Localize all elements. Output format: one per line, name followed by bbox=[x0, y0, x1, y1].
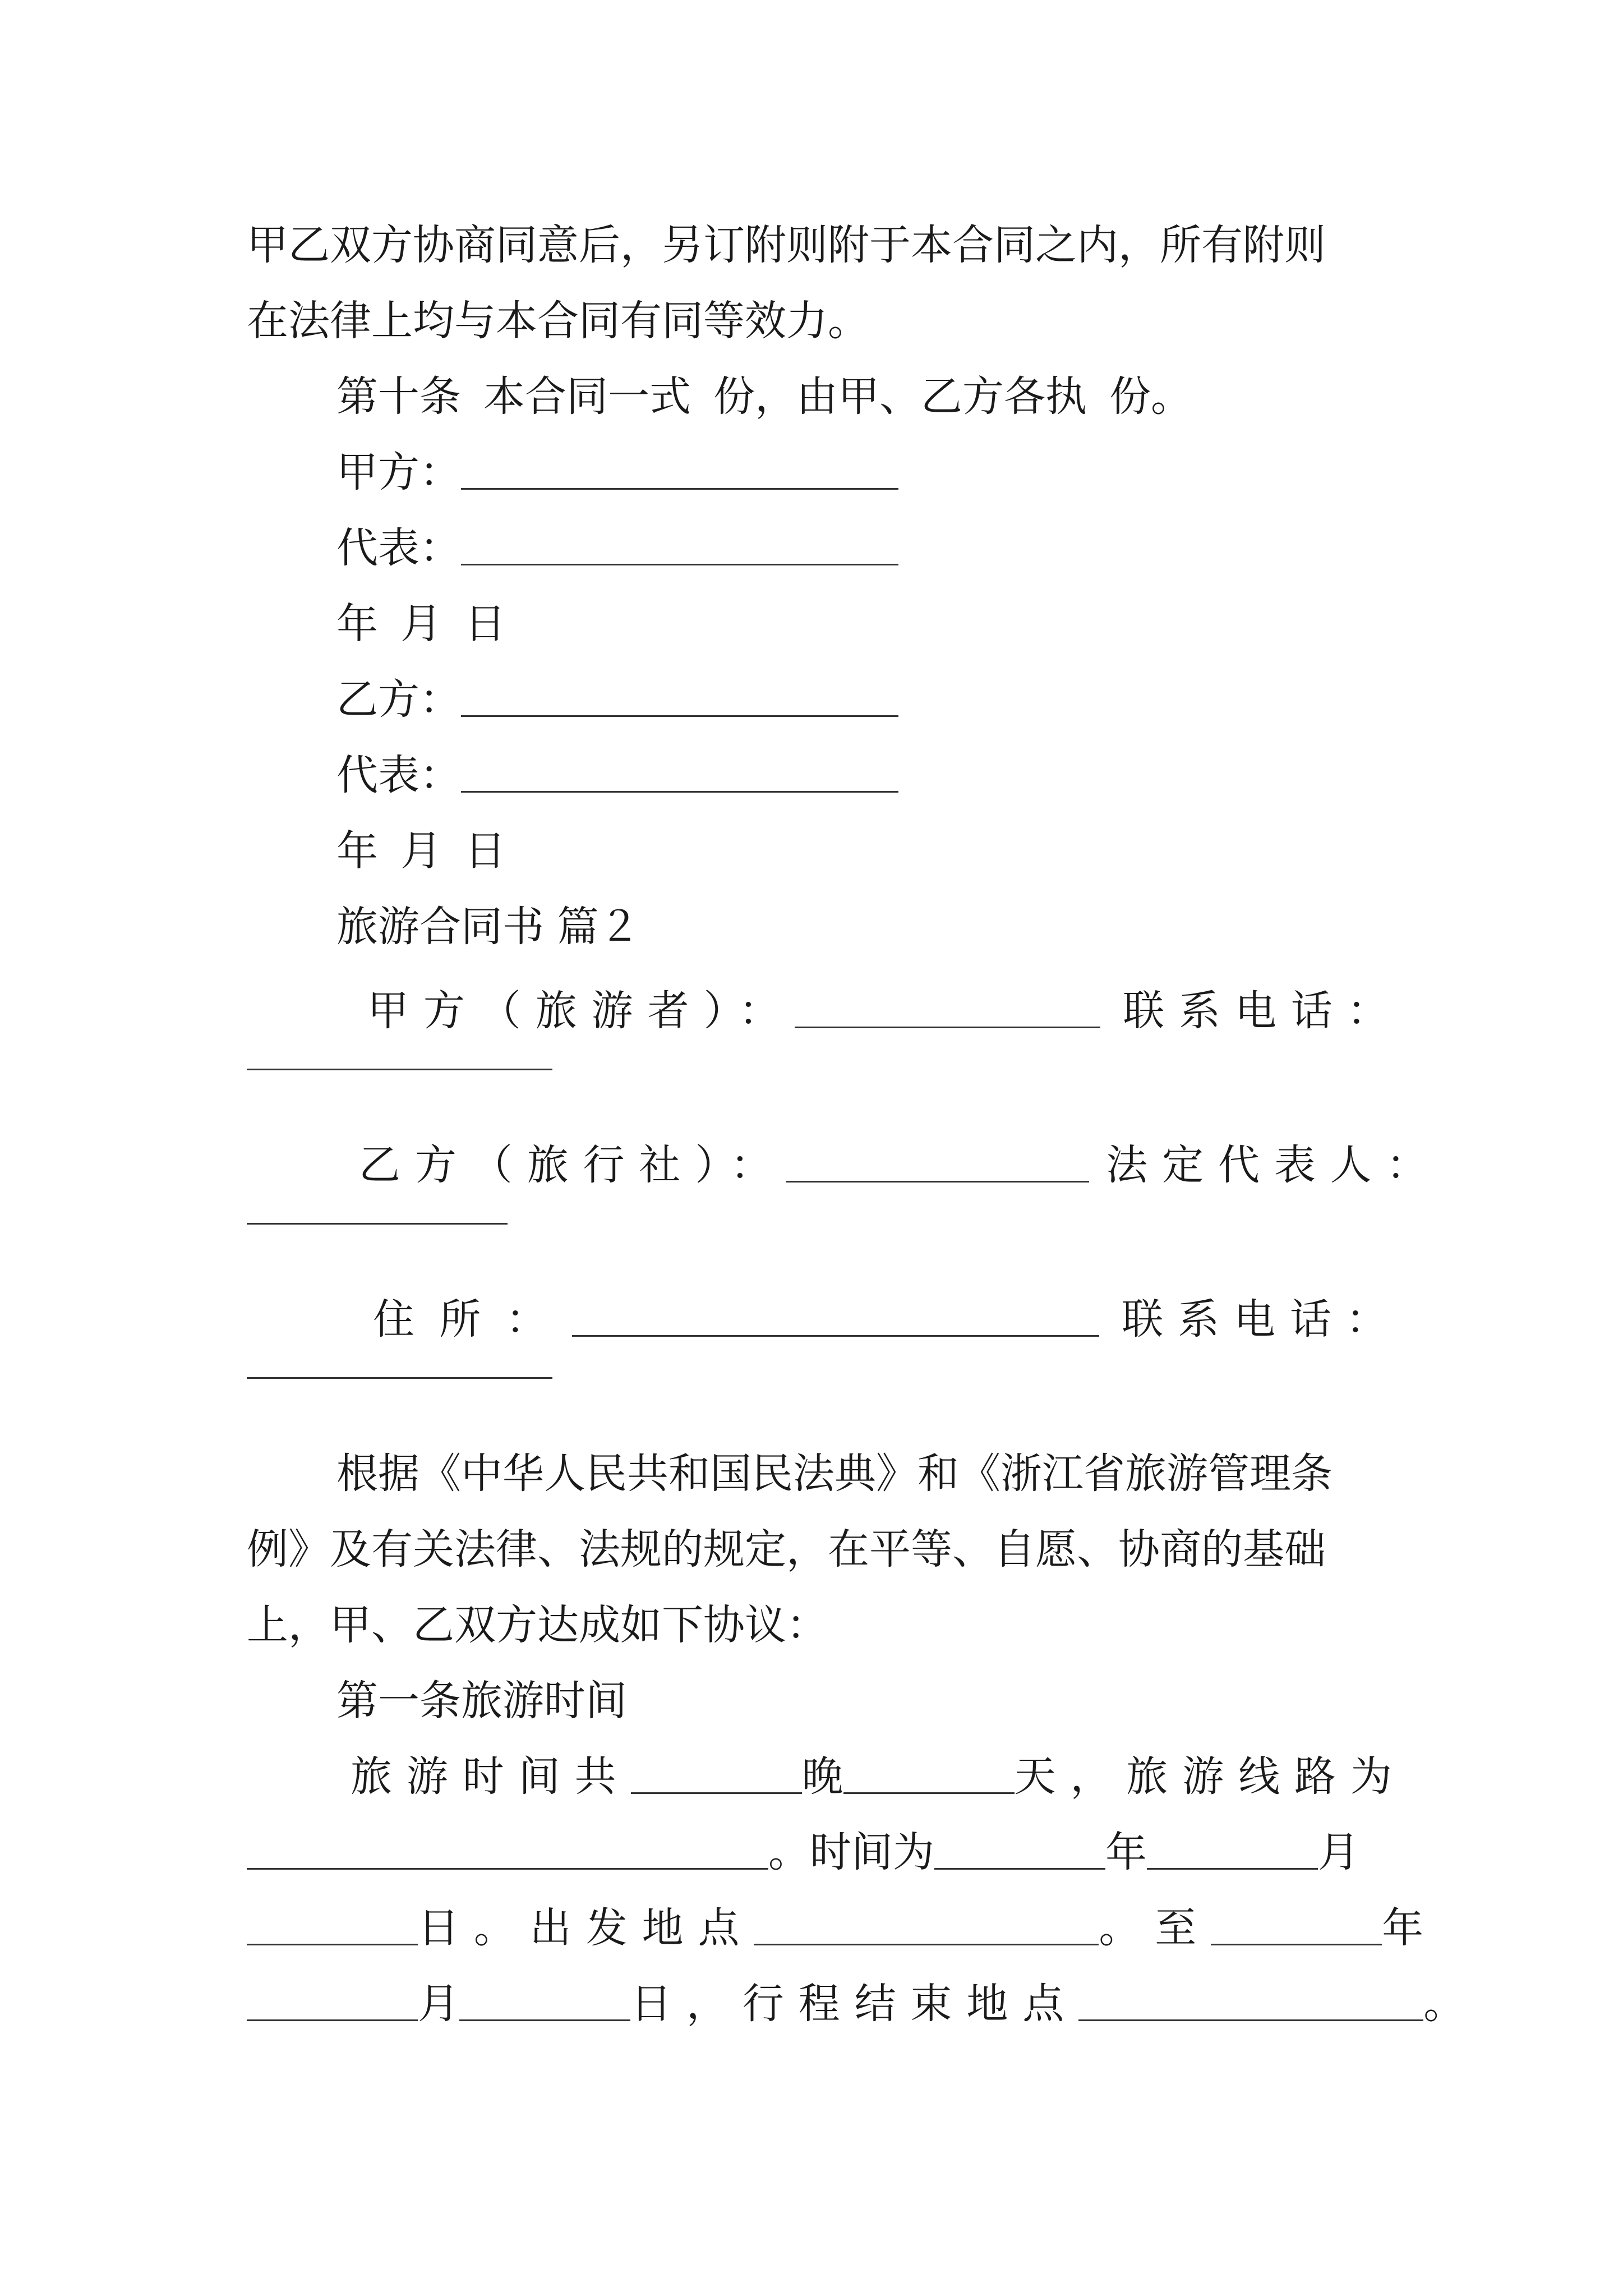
agency-line bbox=[359, 1137, 1442, 1193]
tourist-line bbox=[367, 983, 1403, 1039]
blank-line bbox=[461, 679, 898, 717]
article-1-title: 第一条旅游时间 bbox=[336, 1677, 627, 1725]
blank-line bbox=[795, 991, 1100, 1028]
blank-line bbox=[934, 1832, 1105, 1870]
travel-text: 年 bbox=[1105, 1828, 1147, 1876]
party-b-signature-line bbox=[336, 671, 898, 728]
party-b-label: 乙方： bbox=[336, 675, 461, 724]
rep-label: 代表： bbox=[336, 524, 461, 572]
blank-line bbox=[247, 1984, 418, 2021]
party-a-label: 甲方： bbox=[336, 448, 461, 496]
article-10-number: 第十条 bbox=[336, 372, 461, 421]
party-b-rep-line bbox=[336, 747, 898, 803]
blank-line bbox=[461, 452, 898, 490]
travel-text: 。时间为 bbox=[768, 1828, 934, 1876]
blank-line bbox=[1078, 1984, 1423, 2021]
blank-line bbox=[1147, 1832, 1318, 1870]
travel-text: 月 bbox=[418, 1980, 459, 2028]
month-label: 月 bbox=[400, 600, 442, 648]
blank-line bbox=[572, 1299, 1099, 1337]
article-10-text: 份。 bbox=[1109, 372, 1192, 421]
party-a-rep-line bbox=[336, 520, 898, 576]
travel-text: 。至 bbox=[1099, 1904, 1211, 1952]
article-10-text: 本合同一式 bbox=[483, 372, 691, 421]
tourist-label: 甲方（旅游者）： bbox=[367, 987, 795, 1035]
agency-label: 乙方（旅行社）： bbox=[359, 1141, 787, 1189]
phone-label: 联系电话： bbox=[1122, 1295, 1402, 1343]
blank-line bbox=[1211, 1908, 1382, 1945]
article-10-text: 份，由甲、乙方各执 bbox=[713, 372, 1087, 421]
article-10 bbox=[336, 369, 1192, 425]
travel-time-line bbox=[247, 1976, 1465, 2032]
blank-line bbox=[247, 1377, 552, 1379]
travel-time-line bbox=[351, 1749, 1407, 1805]
paragraph-line: 根据《中华人民共和国民法典》和《浙江省旅游管理条 bbox=[336, 1450, 1332, 1498]
blank-line bbox=[754, 1908, 1099, 1945]
day-label: 日 bbox=[464, 827, 506, 875]
blank-line bbox=[459, 1984, 630, 2021]
blank-line bbox=[247, 1908, 418, 1945]
legal-rep-label: 法定代表人： bbox=[1106, 1141, 1442, 1189]
blank-line bbox=[247, 1069, 552, 1070]
paragraph-line: 上，甲、乙双方达成如下协议： bbox=[247, 1601, 828, 1649]
party-b-date bbox=[336, 823, 506, 879]
blank-line bbox=[461, 528, 898, 565]
phone-label: 联系电话： bbox=[1123, 987, 1403, 1035]
party-a-date bbox=[336, 596, 506, 652]
paragraph-line: 在法律上均与本合同有同等效力。 bbox=[247, 297, 869, 345]
address-line bbox=[373, 1291, 1402, 1347]
paragraph-line: 甲乙双方协商同意后，另订附则附于本合同之内，所有附则 bbox=[247, 221, 1326, 269]
travel-text: 。 bbox=[1423, 1980, 1465, 2028]
travel-text: 日。出发地点 bbox=[418, 1904, 754, 1952]
paragraph-line: 例》及有关法律、法规的规定，在平等、自愿、协商的基础 bbox=[247, 1525, 1326, 1573]
month-label: 月 bbox=[400, 827, 442, 875]
rep-label: 代表： bbox=[336, 751, 461, 799]
travel-text: 年 bbox=[1382, 1904, 1424, 1952]
blank-line bbox=[843, 1756, 1015, 1794]
blank-line bbox=[631, 1756, 802, 1794]
section-heading: 旅游合同书 篇２ bbox=[336, 903, 640, 951]
year-label: 年 bbox=[336, 600, 378, 648]
address-label: 住所： bbox=[373, 1295, 573, 1343]
travel-text: 日，行程结束地点 bbox=[630, 1980, 1079, 2028]
travel-text: 天，旅游线路为 bbox=[1014, 1752, 1407, 1801]
travel-time-line bbox=[247, 1824, 1359, 1880]
travel-time-line bbox=[247, 1900, 1423, 1956]
party-a-signature-line bbox=[336, 444, 898, 500]
travel-text: 晚 bbox=[801, 1752, 843, 1801]
blank-line bbox=[247, 1832, 768, 1870]
travel-text: 月 bbox=[1318, 1828, 1359, 1876]
blank-line bbox=[786, 1145, 1089, 1182]
blank-line bbox=[461, 755, 898, 793]
travel-text: 旅游时间共 bbox=[351, 1752, 631, 1801]
blank-line bbox=[247, 1223, 508, 1225]
day-label: 日 bbox=[464, 600, 506, 648]
year-label: 年 bbox=[336, 827, 378, 875]
